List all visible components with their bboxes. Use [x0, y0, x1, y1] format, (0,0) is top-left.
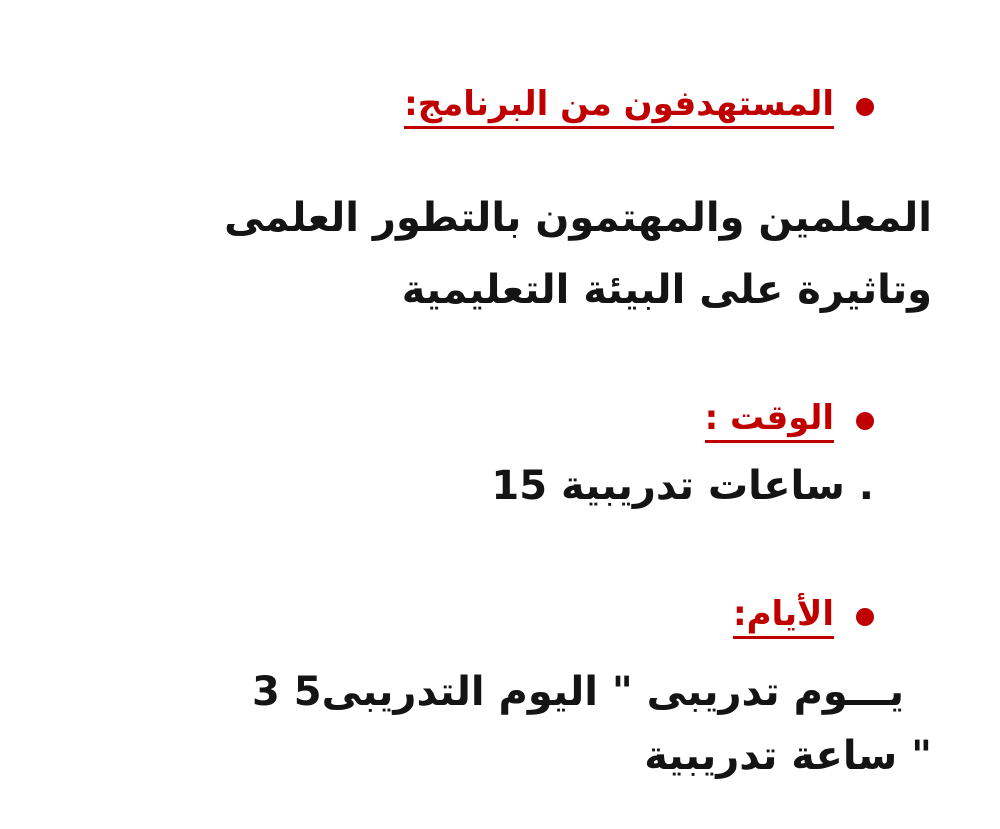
- body-line: 3 يـــوم تدريبى " اليوم التدريبى5: [251, 669, 904, 715]
- bullet-icon: [856, 98, 874, 116]
- body-line: 15 ساعات تدريبية .: [491, 463, 874, 509]
- section-heading-days: [733, 594, 874, 639]
- body-line: ساعة تدريبية ": [644, 733, 932, 779]
- body-line: وتاثيرة على البيئة التعليمية: [401, 267, 932, 313]
- bullet-icon: [856, 608, 874, 626]
- section-heading-time: [705, 398, 874, 443]
- bullet-icon: [856, 412, 874, 430]
- heading-text: المستهدفون من البرنامج:: [404, 84, 834, 129]
- section-heading-target-audience: [404, 84, 874, 129]
- heading-text: الوقت :: [705, 398, 834, 443]
- body-line: المعلمين والمهتمون بالتطور العلمى: [224, 195, 932, 241]
- heading-text: الأيام:: [733, 594, 834, 639]
